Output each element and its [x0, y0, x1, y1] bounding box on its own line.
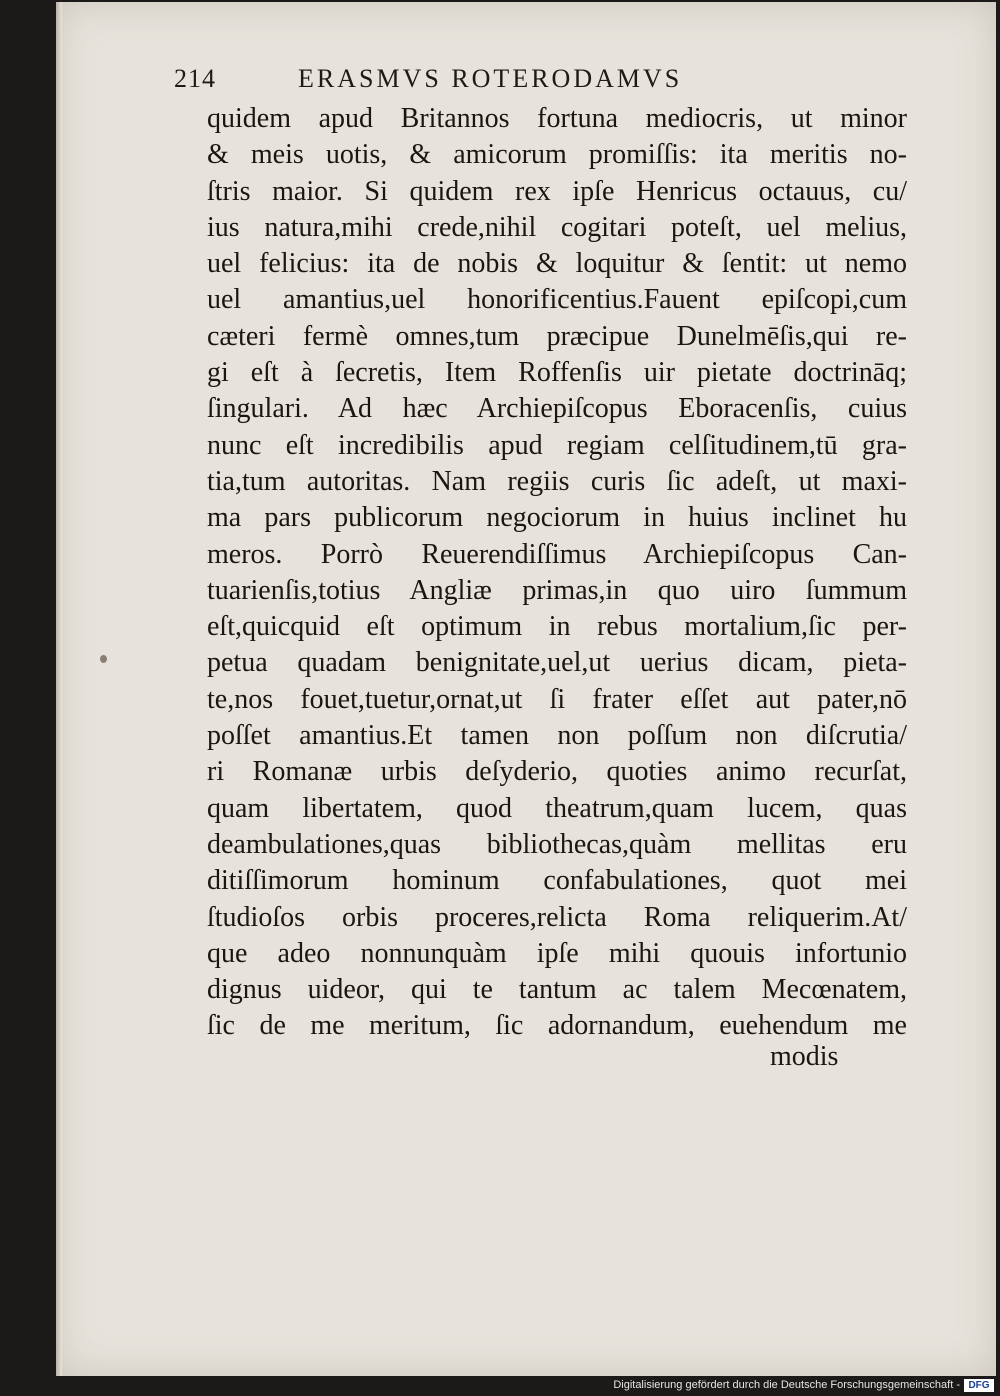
text-line: uel felicius: ita de nobis & loquitur & ſentit: ut nemo: [207, 248, 907, 280]
catchword: modis: [770, 1041, 839, 1072]
footer-credit: Digitalisierung gefördert durch die Deutsche Forschungsgemeinschaft -: [613, 1379, 960, 1391]
page-edge: [56, 2, 62, 1376]
text-line: ſtudioſos orbis proceres,relicta Roma reliquerim.At/: [207, 901, 907, 933]
text-line: & meis uotis, & amicorum promiſſis: ita meritis no-: [207, 139, 907, 171]
dfg-logo: DFG: [964, 1379, 994, 1392]
running-title: ERASMVS ROTERODAMVS: [298, 64, 683, 93]
text-line: poſſet amantius.Et tamen non poſſum non diſcrutia/: [207, 720, 907, 752]
text-line: ius natura,mihi crede,nihil cogitari poteſt, uel melius,: [207, 211, 907, 243]
text-line: dignus uideor, qui te tantum ac talem Mecœnatem,: [207, 974, 907, 1006]
text-line: ſic de me meritum, ſic adornandum, euehendum me: [207, 1010, 907, 1042]
ink-speck: [100, 655, 107, 663]
text-line: ditiſſimorum hominum confabulationes, quot mei: [207, 865, 907, 897]
text-line: petua quadam benignitate,uel,ut uerius dicam, pieta-: [207, 647, 907, 679]
text-line: meros. Porrò Reuerendiſſimus Archiepiſcopus Can-: [207, 538, 907, 570]
text-line: tuarienſis,totius Angliæ primas,in quo uiro ſummum: [207, 574, 907, 606]
text-line: eſt,quicquid eſt optimum in rebus mortalium,ſic per-: [207, 611, 907, 643]
text-line: nunc eſt incredibilis apud regiam celſitudinem,tū gra-: [207, 429, 907, 461]
text-line: cæteri fermè omnes,tum præcipue Dunelmēſis,qui re-: [207, 320, 907, 352]
text-line: ſingulari. Ad hæc Archiepiſcopus Eboracenſis, cuius: [207, 393, 907, 425]
text-line: ri Romanæ urbis deſyderio, quoties animo recurſat,: [207, 756, 907, 788]
body-text: [207, 101, 907, 1045]
text-line: ſtris maior. Si quidem rex ipſe Henricus octauus, cu/: [207, 175, 907, 207]
text-line: ma pars publicorum negociorum in huius inclinet hu: [207, 502, 907, 534]
text-line: te,nos fouet,tuetur,ornat,ut ſi frater eſſet aut pater,nō: [207, 683, 907, 715]
text-line: que adeo nonnunquàm ipſe mihi quouis infortunio: [207, 937, 907, 969]
text-line: uel amantius,uel honorificentius.Fauent epiſcopi,cum: [207, 284, 907, 316]
text-line: gi eſt à ſecretis, Item Roffenſis uir pietate doctrināq;: [207, 357, 907, 389]
page-number: 214: [174, 64, 216, 93]
footer-bar: [0, 1376, 1000, 1396]
text-line: deambulationes,quas bibliothecas,quàm mellitas eru: [207, 828, 907, 860]
text-line: quam libertatem, quod theatrum,quam lucem, quas: [207, 792, 907, 824]
text-line: quidem apud Britannos fortuna mediocris, ut minor: [207, 103, 907, 134]
text-line: tia,tum autoritas. Nam regiis curis ſic adeſt, ut maxi-: [207, 465, 907, 497]
running-head: [174, 64, 914, 104]
